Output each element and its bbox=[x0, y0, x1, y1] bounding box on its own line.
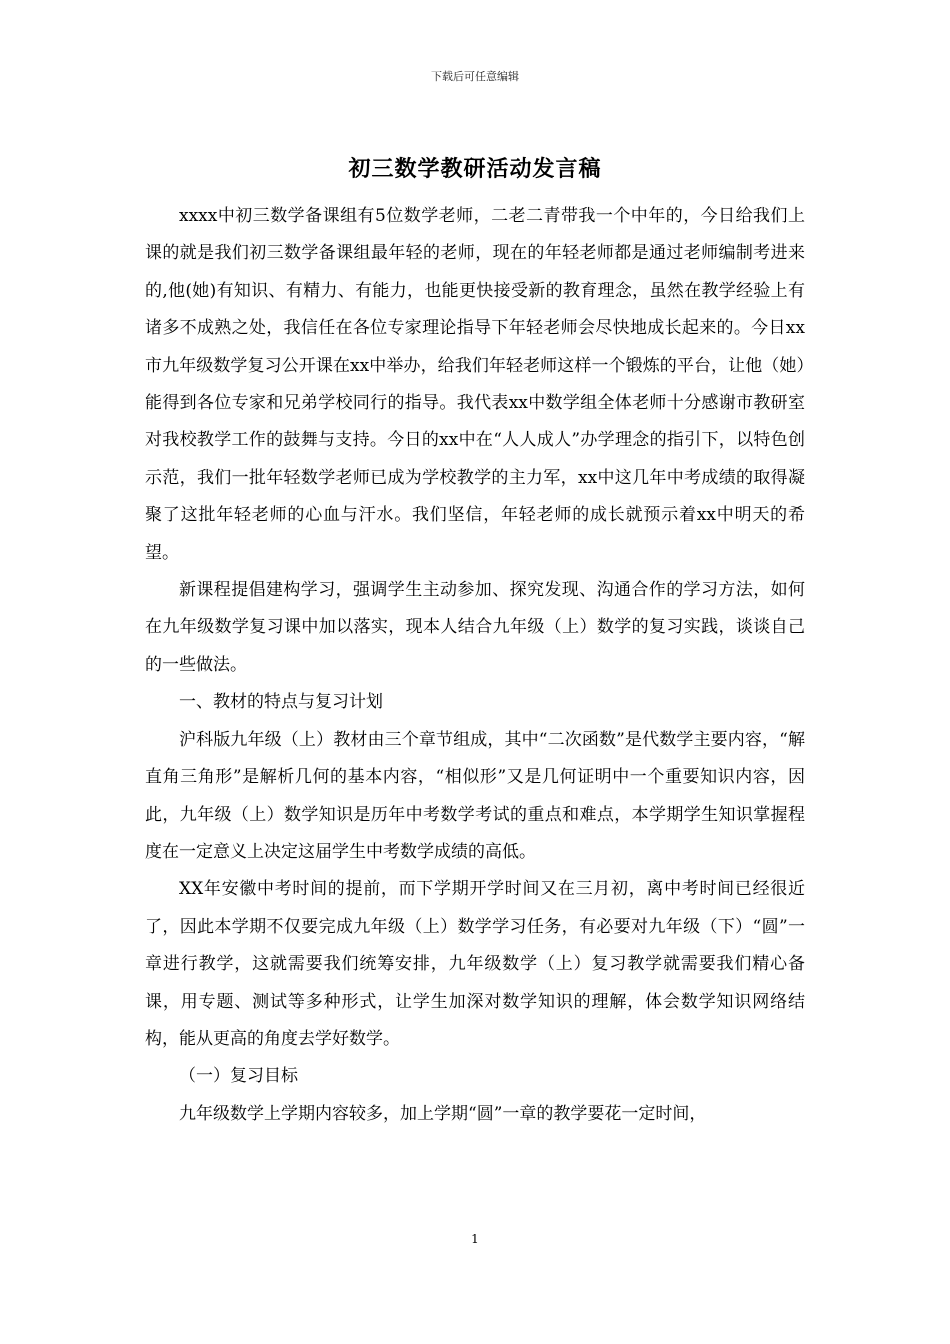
page-title: 初三数学教研活动发言稿 bbox=[348, 156, 602, 182]
page-number: 1 bbox=[471, 1232, 479, 1246]
paragraph: 沪科版九年级（上）教材由三个章节组成，其中“二次函数”是代数学主要内容，“解直角三角形”是解析几何的基本内容，“相似形”又是几何证明中一个重要知识内容，因此，九年级（上）数学知识是历年中考数学考试的重点和难点，本学期学生知识掌握程度在一定意义上决定这届学生中考数学成绩的高低。 bbox=[145, 729, 805, 862]
paragraph: XX年安徽中考时间的提前，而下学期开学时间又在三月初，离中考时间已经很近了，因此本学期不仅要完成九年级（上）数学学习任务，有必要对九年级（下）“圆”一章进行教学，这就需要我们统筹安排，九年级数学（上）复习教学就需要我们精心备课，用专题、测试等多种形式，让学生加深对数学知识的理解，体会数学知识网络结构，能从更高的角度去学好数学。 bbox=[145, 879, 805, 1049]
paragraph: 九年级数学上学期内容较多，加上学期“圆”一章的教学要花一定时间， bbox=[179, 1103, 707, 1124]
paragraph: xxxx中初三数学备课组有5位数学老师，二老二青带我一个中年的，今日给我们上课的就是我们初三数学备课组最年轻的老师，现在的年轻老师都是通过老师编制考进来的,他(她)有知识、有精力、有能力，也能更快接受新的教育理念，虽然在教学经验上有诸多不成熟之处，我信任在各位专家理论指导下年轻老师会尽快地成长起来的。今日xx市九年级数学复习公开课在xx中举办，给我们年轻老师这样一个锻炼的平台，让他（她）能得到各位专家和兄弟学校同行的指导。我代表xx中数学组全体老师十分感谢市教研室对我校教学工作的鼓舞与支持。今日的xx中在“人人成人”办学理念的指引下，以特色创示范，我们一批年轻数学老师已成为学校教学的主力军，xx中这几年中考成绩的取得凝聚了这批年轻老师的心血与汗水。我们坚信，年轻老师的成长就预示着xx中明天的希望。 bbox=[145, 206, 805, 563]
header-note: 下载后可任意编辑 bbox=[431, 70, 519, 83]
paragraph: 新课程提倡建构学习，强调学生主动参加、探究发现、沟通合作的学习方法，如何在九年级数学复习课中加以落实，现本人结合九年级（上）数学的复习实践，谈谈自己的一些做法。 bbox=[145, 580, 805, 675]
document-body bbox=[145, 198, 805, 1133]
section-heading: 一、教材的特点与复习计划 bbox=[179, 692, 383, 713]
subsection-heading: （一）复习目标 bbox=[179, 1066, 298, 1087]
